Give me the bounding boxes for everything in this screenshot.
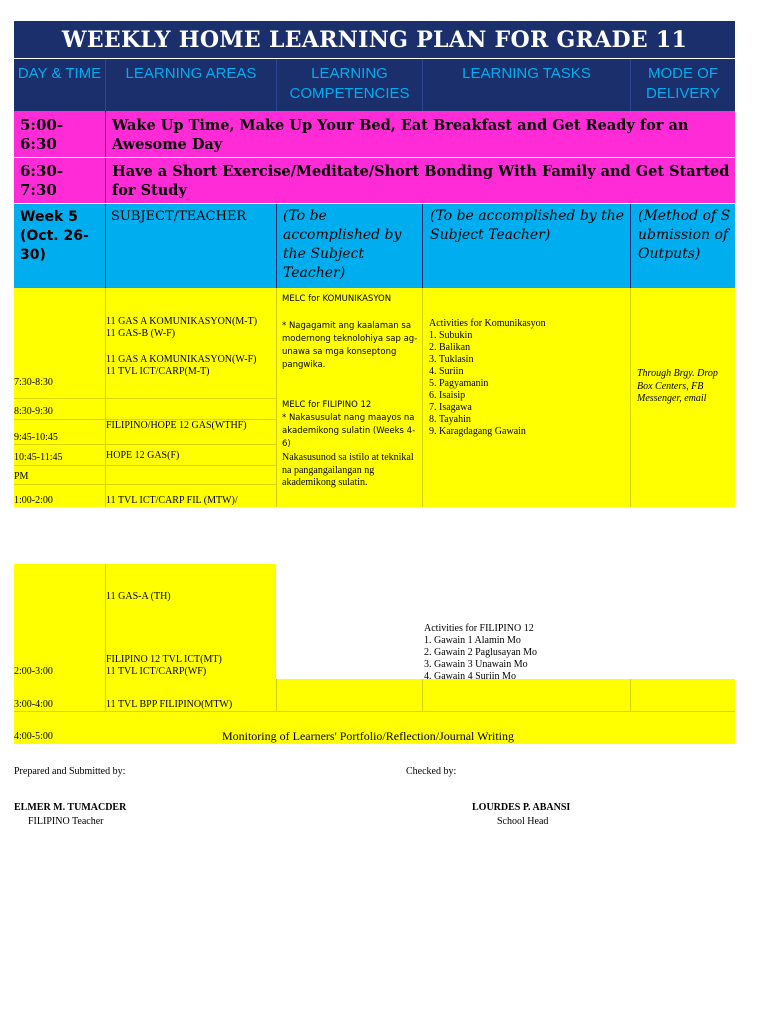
time-slot: 10:45-11:45 [14, 452, 63, 463]
time-slot: 4:00-5:00 [14, 731, 53, 742]
competency-text: * Nagagamit ang kaalaman sa modernong teknolohiya sap ag-unawa sa mga konseptong pangwika. [282, 321, 418, 370]
mode-of-delivery: Through Brgy. Drop Box Centers, FB Messenger, email [637, 368, 718, 404]
subject-teacher-label: SUBJECT/TEACHER [111, 209, 247, 224]
task-item: 3. Tuklasin [429, 354, 474, 365]
time-exercise: 6:30-7:30 [20, 162, 64, 199]
header-mode: MODE OF DELIVERY [646, 65, 720, 102]
task-item: 9. Karagdagang Gawain [429, 426, 526, 437]
time-slot: 3:00-4:00 [14, 699, 53, 710]
time-slot: 1:00-2:00 [14, 495, 53, 506]
monitoring-text: Monitoring of Learners' Portfolio/Reflection/Journal Writing [221, 729, 515, 743]
time-slot: 7:30-8:30 [14, 377, 53, 388]
header-competencies: LEARNING COMPETENCIES [289, 65, 410, 102]
tasks-title: Activities for Komunikasyon [429, 318, 546, 329]
tasks-komunikasyon [429, 318, 629, 438]
checked-name: LOURDES P. ABANSI [472, 802, 571, 813]
competency-text: Nakasusunod sa istilo at teknikal na pangangailangan ng akademikong sulatin. [282, 452, 414, 488]
prepared-role: FILIPINO Teacher [28, 816, 104, 827]
activity-wakeup: Wake Up Time, Make Up Your Bed, Eat Breakfast and Get Ready for an Awesome Day [112, 117, 689, 153]
mode-note: (Method of Submission of Outputs) [638, 208, 731, 262]
task-item: 5. Pagyamanin [429, 378, 489, 389]
task-item: 2. Gawain 2 Paglusayan Mo [424, 647, 538, 658]
learning-area: 11 GAS-A (TH) [106, 591, 171, 602]
learning-area: 11 GAS A KOMUNIKASYON(W-F) [106, 354, 257, 365]
prepared-label: Prepared and Submitted by: [14, 766, 126, 777]
activity-exercise: Have a Short Exercise/Meditate/Short Bonding With Family and Get Started for Study [112, 163, 730, 199]
task-item: 2. Balikan [429, 342, 471, 353]
time-slot: 8:30-9:30 [14, 406, 53, 417]
week-label: Week 5 (Oct. 26-30) [20, 209, 89, 263]
learning-area: HOPE 12 GAS(F) [106, 450, 180, 461]
competency-note: (To be accomplished by the Subject Teacher) [283, 208, 402, 281]
learning-area: 11 TVL ICT/CARP(WF) [106, 666, 207, 677]
tasks-title: Activities for FILIPINO 12 [424, 623, 534, 634]
checked-role: School Head [497, 816, 549, 827]
page-title: WEEKLY HOME LEARNING PLAN FOR GRADE 11 [14, 21, 735, 58]
checked-label: Checked by: [406, 766, 457, 777]
prepared-name: ELMER M. TUMACDER [14, 802, 127, 813]
learning-area: 11 GAS A KOMUNIKASYON(M-T) [106, 316, 258, 327]
learning-area: FILIPINO/HOPE 12 GAS(WTHF) [106, 420, 247, 431]
task-note: (To be accomplished by the Subject Teacher) [430, 208, 625, 243]
task-item: 1. Subukin [429, 330, 473, 341]
task-item: 4. Gawain 4 Suriin Mo [424, 671, 516, 682]
task-item: 7. Isagawa [429, 402, 472, 413]
time-slot: 9:45-10:45 [14, 432, 58, 443]
learning-area: FILIPINO 12 TVL ICT(MT) [106, 654, 222, 665]
task-item: 6. Isaisip [429, 390, 466, 401]
learning-area: 11 GAS-B (W-F) [106, 328, 176, 339]
time-wakeup: 5:00-6:30 [20, 116, 64, 153]
tasks-filipino [424, 623, 629, 683]
task-item: 4. Suriin [429, 366, 464, 377]
header-tasks: LEARNING TASKS [462, 65, 591, 82]
task-item: 1. Gawain 1 Alamin Mo [424, 635, 521, 646]
learning-area: 11 TVL ICT/CARP FIL (MTW)/ [106, 495, 238, 506]
competency-text: * Nakasusulat nang maayos na akademikong sulatin (Weeks 4-6) [282, 413, 416, 449]
learning-area: 11 TVL BPP FILIPINO(MTW) [106, 699, 233, 710]
header-day-time: DAY & TIME [17, 65, 102, 82]
task-item: 3. Gawain 3 Unawain Mo [424, 659, 528, 670]
learning-area: 11 TVL ICT/CARP(M-T) [106, 366, 210, 377]
task-item: 8. Tayahin [429, 414, 471, 425]
header-learning-areas: LEARNING AREAS [125, 65, 257, 82]
time-slot: 2:00-3:00 [14, 666, 53, 677]
competency-heading: MELC for FILIPINO 12 [282, 400, 372, 410]
time-slot: PM [14, 471, 29, 482]
competency-heading: MELC for KOMUNIKASYON [282, 294, 392, 304]
